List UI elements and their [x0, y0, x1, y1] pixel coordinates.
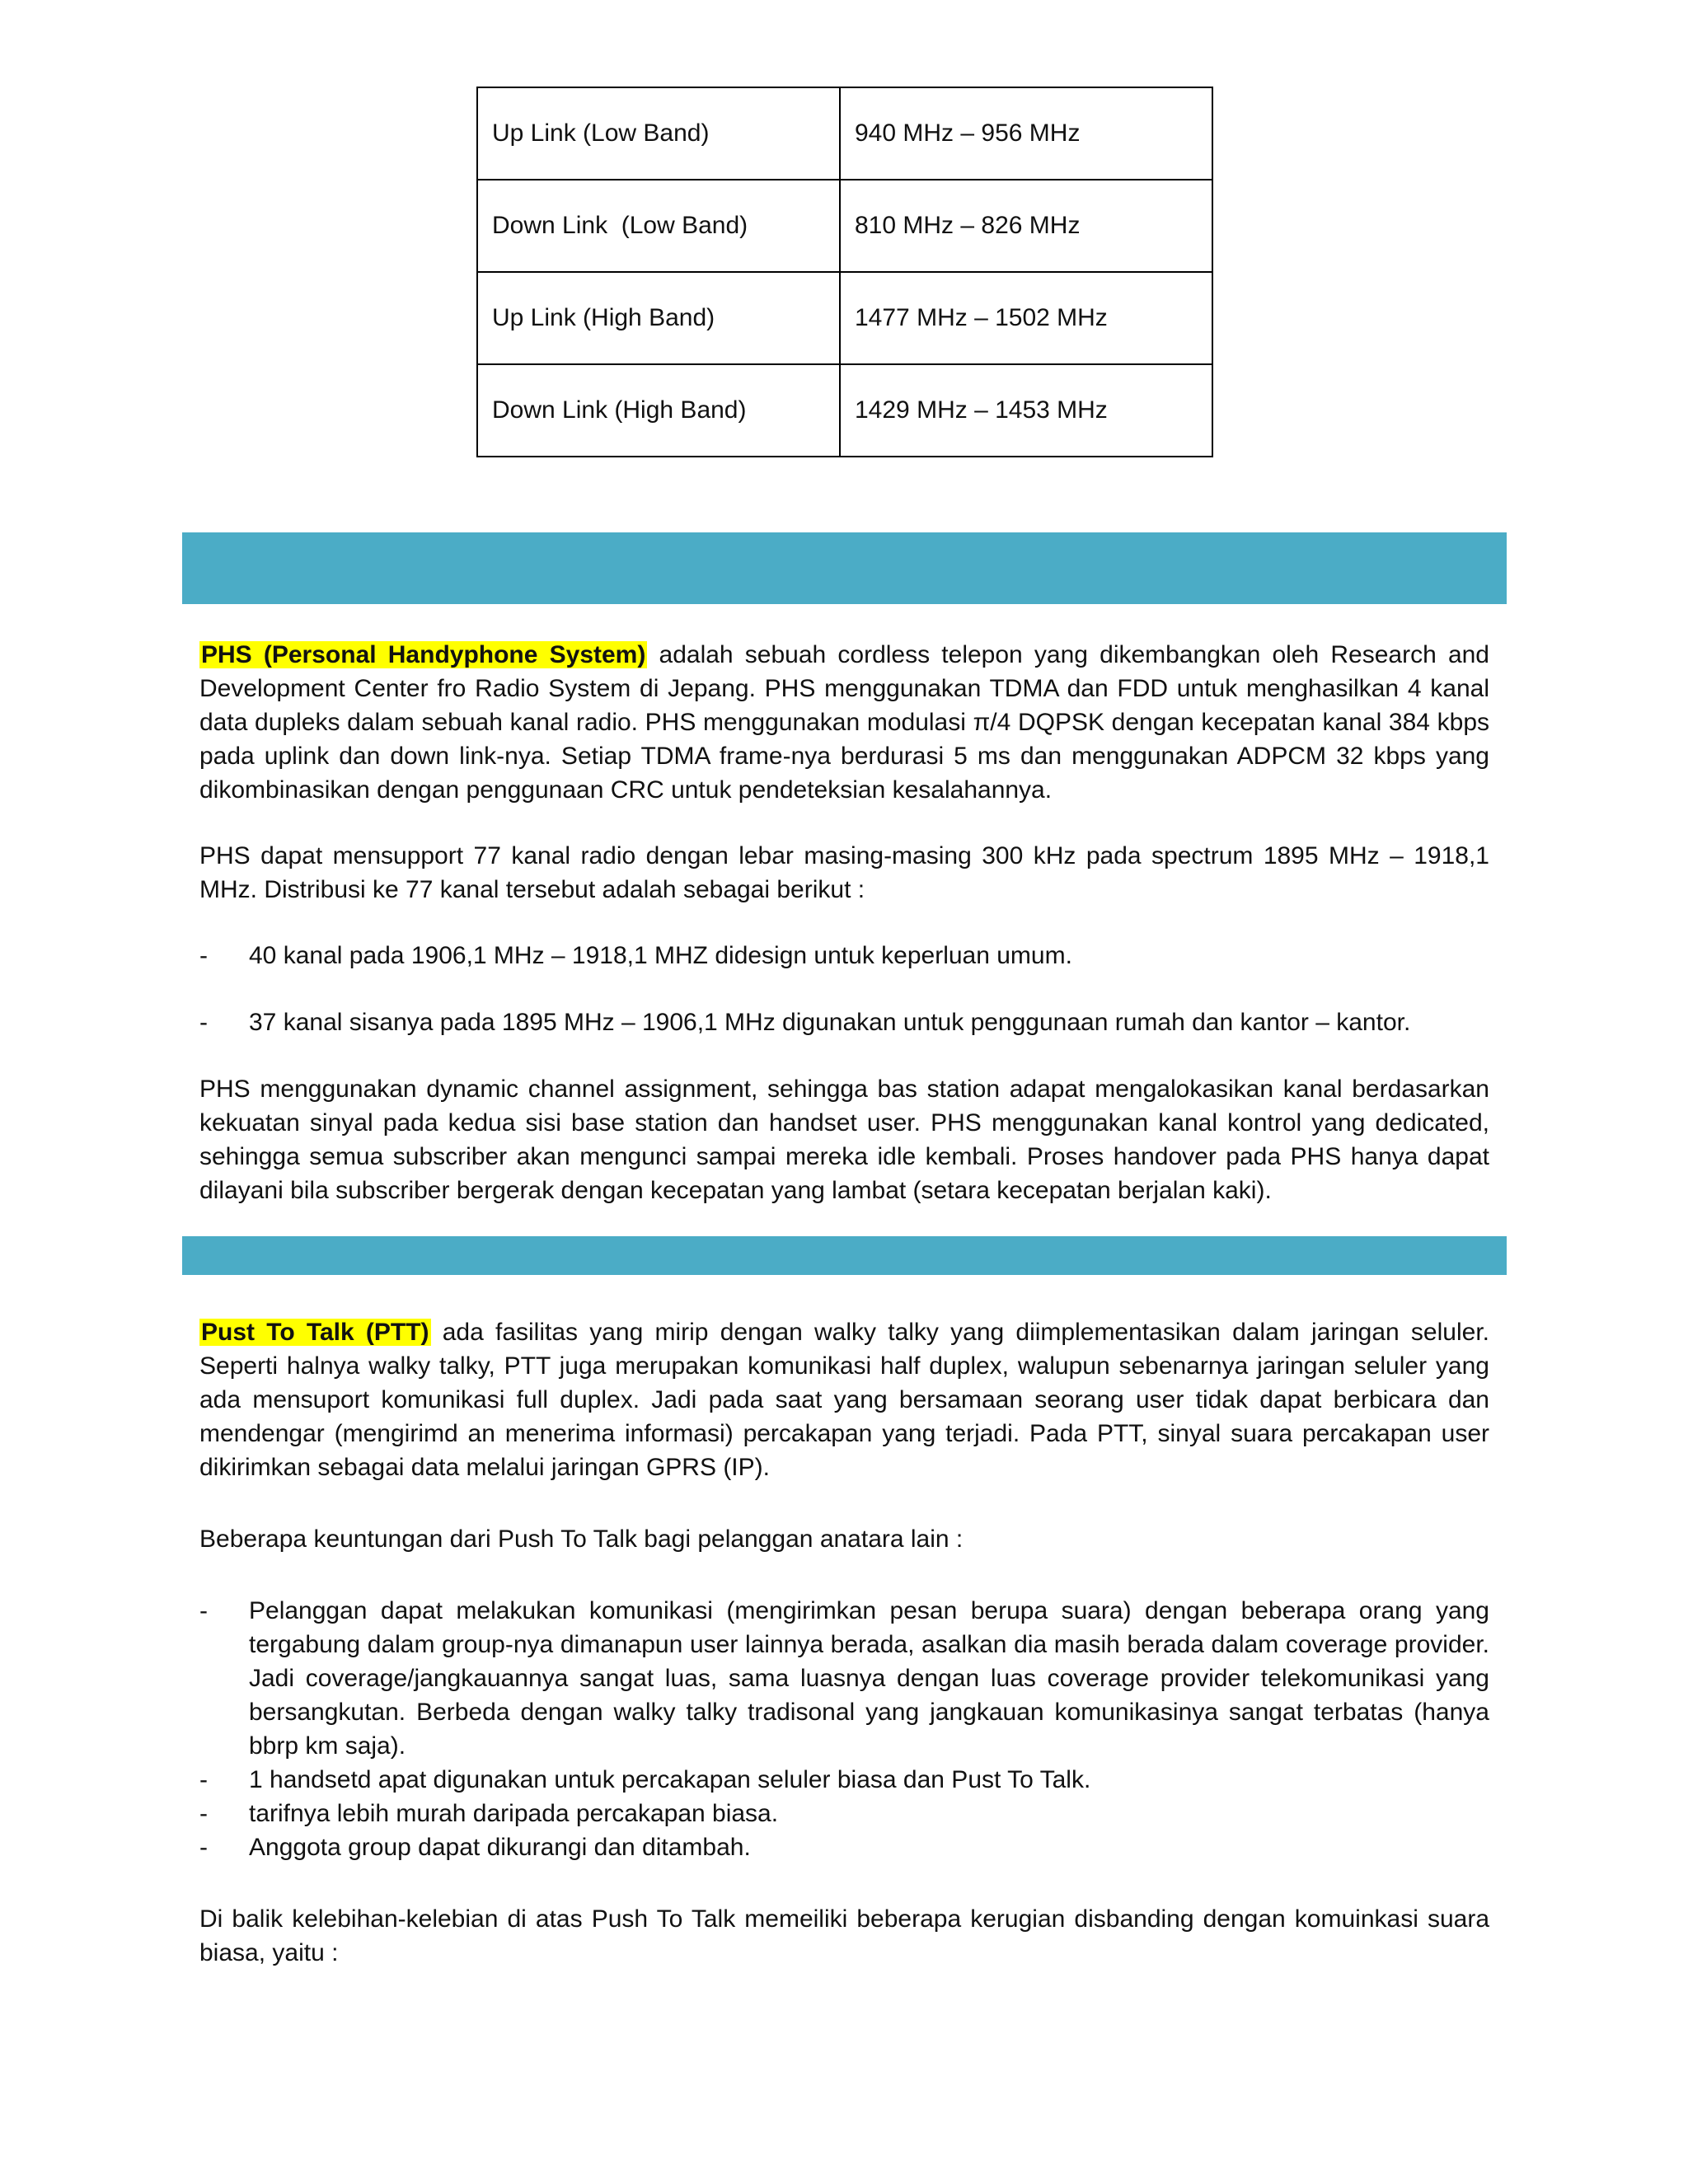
list-item-text: tarifnya lebih murah daripada percakapan biasa.: [249, 1800, 779, 1827]
table-row: [477, 180, 1212, 272]
ptt-benefits-intro: Beberapa keuntungan dari Push To Talk bagi pelanggan anatara lain :: [199, 1526, 964, 1553]
phs-channel-paragraph: PHS dapat mensupport 77 kanal radio dengan lebar masing-masing 300 kHz pada spectrum 1895 MHz – 1918,1 MHz. Distribusi ke 77 kanal tersebut adalah sebagai berikut :: [199, 842, 1489, 903]
list-dash: -: [199, 1766, 208, 1793]
table-cell-band: Down Link (High Band): [477, 364, 840, 457]
section-heading-band-ptt: [182, 1236, 1507, 1275]
list-dash: -: [199, 1009, 208, 1036]
table-cell-band: Down Link (Low Band): [477, 180, 840, 272]
phs-intro-paragraph: [199, 638, 1489, 807]
section-heading-band-phs: [182, 532, 1507, 604]
table-cell-range: 940 MHz – 956 MHz: [840, 87, 1212, 180]
ptt-drawbacks-intro: Di balik kelebihan-kelebian di atas Push To Talk memeiliki beberapa kerugian disbanding dengan komuinkasi suara biasa, yaitu :: [199, 1905, 1489, 1966]
table-cell-band: Up Link (Low Band): [477, 87, 840, 180]
list-item: [199, 1830, 1489, 1864]
table-cell-range: 810 MHz – 826 MHz: [840, 180, 1212, 272]
list-item-text: 37 kanal sisanya pada 1895 MHz – 1906,1 MHz digunakan untuk penggunaan rumah dan kantor – kantor.: [249, 1009, 1411, 1036]
list-item: [199, 1005, 1489, 1039]
ptt-section: [199, 1315, 1489, 1970]
list-item: [199, 939, 1489, 972]
list-dash: -: [199, 1597, 208, 1624]
list-item-text: 1 handsetd apat digunakan untuk percakapan seluler biasa dan Pust To Talk.: [249, 1766, 1091, 1793]
phs-section: [199, 638, 1489, 1207]
list-dash: -: [199, 1800, 208, 1827]
list-item-text: Pelanggan dapat melakukan komunikasi (mengirimkan pesan berupa suara) dengan beberapa orang yang tergabung dalam group-nya dimanapun user lainnya berada, asalkan dia masih berada dalam coverage provider. Jadi coverage/jangkauannya sangat luas, sama luasnya dengan luas coverage provider telekomunikasi yang bersangkutan. Berbeda dengan walky talky tradisonal yang jangkauan komunikasinya sangat terbatas (hanya bbrp km saja).: [249, 1597, 1489, 1760]
list-dash: -: [199, 942, 208, 969]
table-row: [477, 364, 1212, 457]
list-item-text: Anggota group dapat dikurangi dan ditambah.: [249, 1834, 751, 1861]
frequency-table: [476, 87, 1213, 457]
phs-dca-paragraph: PHS menggunakan dynamic channel assignment, sehingga bas station adapat mengalokasikan kanal berdasarkan kekuatan sinyal pada kedua sisi base station dan handset user. PHS menggunakan kanal kontrol yang dedicated, sehingga semua subscriber akan mengunci sampai mereka idle kembali. Proses handover pada PHS hanya dapat dilayani bila subscriber bergerak dengan kecepatan yang lambat (setara kecepatan berjalan kaki).: [199, 1076, 1489, 1204]
list-dash: -: [199, 1834, 208, 1861]
table-cell-band: Up Link (High Band): [477, 272, 840, 364]
phs-intro-text: adalah sebuah cordless telepon yang dikembangkan oleh Research and Development Center fro Radio System di Jepang. PHS menggunakan TDMA dan FDD untuk menghasilkan 4 kanal data dupleks dalam sebuah kanal radio. PHS menggunakan modulasi π/4 DQPSK dengan kecepatan kanal 384 kbps pada uplink dan down link-nya. Setiap TDMA frame-nya berdurasi 5 ms dan menggunakan ADPCM 32 kbps yang dikombinasikan dengan penggunaan CRC untuk pendeteksian kesalahannya.: [199, 641, 1489, 804]
list-item: [199, 1797, 1489, 1830]
ptt-term-highlight: Pust To Talk (PTT): [201, 1319, 429, 1346]
ptt-intro-text: ada fasilitas yang mirip dengan walky talky yang diimplementasikan dalam jaringan seluler. Seperti halnya walky talky, PTT juga merupakan komunikasi half duplex, walupun sebenarnya jaringan seluler yang ada mensuport komunikasi full duplex. Jadi pada saat yang bersamaan seorang user tidak dapat berbicara dan mendengar (mengirimd an menerima informasi) percakapan yang terjadi. Pada PTT, sinyal suara percakapan user dikirimkan sebagai data melalui jaringan GPRS (IP).: [199, 1319, 1489, 1481]
phs-term-highlight: PHS (Personal Handyphone System): [201, 641, 646, 668]
list-item: [199, 1763, 1489, 1797]
list-item: [199, 1594, 1489, 1763]
list-item-text: 40 kanal pada 1906,1 MHz – 1918,1 MHZ didesign untuk keperluan umum.: [249, 942, 1072, 969]
ptt-intro-paragraph: [199, 1315, 1489, 1484]
table-row: [477, 87, 1212, 180]
table-cell-range: 1429 MHz – 1453 MHz: [840, 364, 1212, 457]
table-cell-range: 1477 MHz – 1502 MHz: [840, 272, 1212, 364]
table-row: [477, 272, 1212, 364]
